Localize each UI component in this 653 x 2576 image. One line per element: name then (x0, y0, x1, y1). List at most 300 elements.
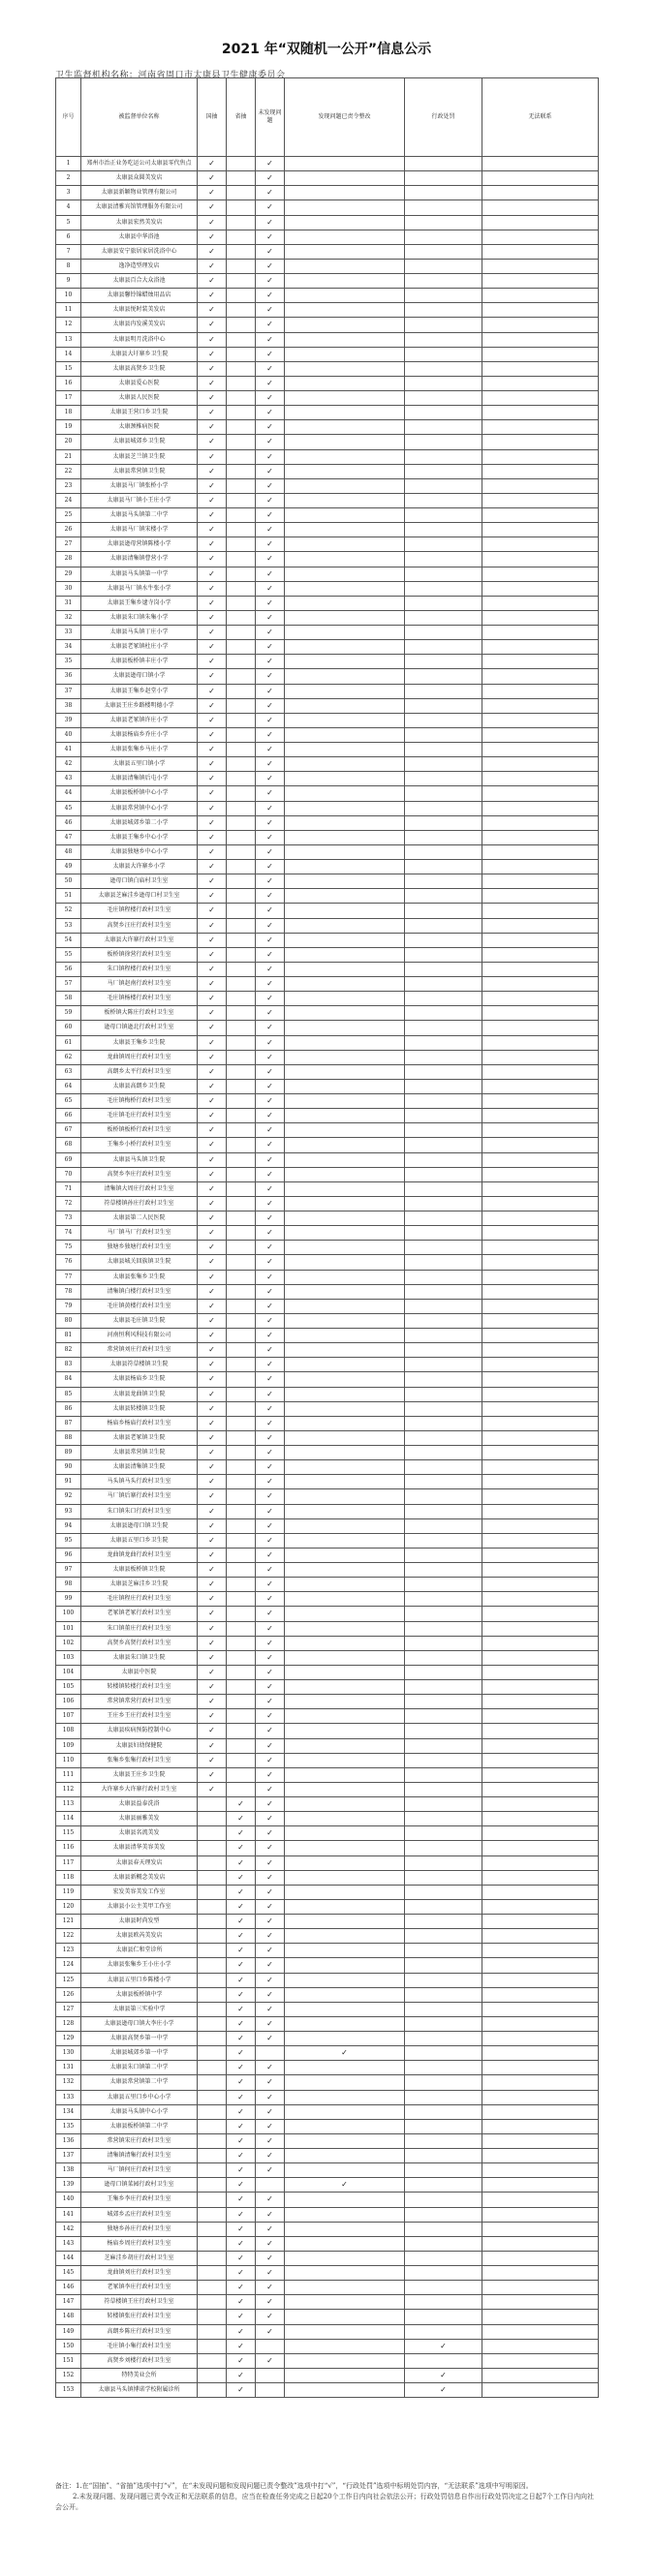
cell-g (198, 2149, 227, 2163)
cell-f (256, 230, 285, 244)
cell-s (227, 889, 256, 904)
table-row (56, 1284, 599, 1299)
cell-s (227, 2193, 256, 2207)
unit-name: 板桥镇徐营行政村卫生室 (81, 947, 198, 962)
cell-g (198, 1196, 227, 1211)
cell-g (198, 610, 227, 625)
check-mark-icon: ✓ (266, 1609, 273, 1618)
cell-f (256, 2383, 285, 2398)
check-mark-icon: ✓ (266, 1462, 273, 1472)
cell-x (482, 1313, 599, 1328)
table-row (56, 1797, 599, 1812)
cell-s (227, 1358, 256, 1372)
unit-name: 城郊乡孟庄行政村卫生室 (81, 2207, 198, 2222)
cell-r (285, 1592, 405, 1607)
cell-f (256, 801, 285, 815)
check-mark-icon: ✓ (208, 1638, 215, 1647)
cell-f (256, 1841, 285, 1855)
cell-s (227, 1841, 256, 1855)
check-mark-icon: ✓ (208, 1023, 215, 1032)
cell-g (198, 1181, 227, 1196)
cell-p (405, 2016, 482, 2031)
table-row (56, 215, 599, 230)
check-mark-icon: ✓ (266, 495, 273, 505)
table-row (56, 523, 599, 537)
cell-p (405, 655, 482, 669)
check-mark-icon: ✓ (237, 2297, 244, 2307)
cell-p (405, 1021, 482, 1035)
check-mark-icon: ✓ (266, 276, 273, 286)
cell-f (256, 610, 285, 625)
cell-s (227, 1006, 256, 1021)
cell-g (198, 977, 227, 992)
cell-x (482, 1929, 599, 1944)
check-mark-icon: ✓ (266, 261, 273, 270)
cell-p (405, 552, 482, 567)
cell-g (198, 2016, 227, 2031)
check-mark-icon: ✓ (266, 1931, 273, 1941)
cell-r (285, 1607, 405, 1621)
cell-g (198, 2368, 227, 2382)
cell-p (405, 1987, 482, 2002)
check-mark-icon: ✓ (266, 2268, 273, 2278)
unit-name: 太康县益泰洗浴 (81, 1797, 198, 1812)
row-number: 18 (56, 406, 81, 420)
check-mark-icon: ✓ (440, 2385, 447, 2395)
table-row (56, 1563, 599, 1578)
row-number: 64 (56, 1079, 81, 1093)
cell-s (227, 1929, 256, 1944)
cell-x (482, 1446, 599, 1460)
check-mark-icon: ✓ (208, 1052, 215, 1061)
row-number: 147 (56, 2295, 81, 2310)
cell-f (256, 1270, 285, 1284)
cell-x (482, 2061, 599, 2075)
row-number: 34 (56, 640, 81, 655)
unit-name: 太康县王集乡逮寺岗小学 (81, 596, 198, 610)
check-mark-icon: ✓ (208, 1315, 215, 1325)
row-number: 1 (56, 157, 81, 171)
check-mark-icon: ✓ (266, 1799, 273, 1809)
cell-x (482, 1211, 599, 1226)
check-mark-icon: ✓ (266, 671, 273, 681)
table-row (56, 478, 599, 493)
cell-p (405, 1958, 482, 1973)
check-mark-icon: ✓ (266, 2355, 273, 2365)
cell-f (256, 1504, 285, 1518)
cell-x (482, 2324, 599, 2339)
unit-name: 太康县五里口乡中心小学 (81, 2090, 198, 2104)
cell-p (405, 1387, 482, 1401)
table-row (56, 2324, 599, 2339)
cell-g (198, 1812, 227, 1826)
row-number: 85 (56, 1387, 81, 1401)
row-number: 40 (56, 727, 81, 742)
unit-name: 太康县大许寨乡小学 (81, 860, 198, 874)
check-mark-icon: ✓ (208, 920, 215, 930)
table-row (56, 2193, 599, 2207)
cell-x (482, 1372, 599, 1387)
cell-x (482, 1255, 599, 1270)
cell-g (198, 874, 227, 889)
check-mark-icon: ✓ (266, 1740, 273, 1750)
check-mark-icon: ✓ (266, 1667, 273, 1676)
cell-r (285, 889, 405, 904)
table-row (56, 626, 599, 640)
check-mark-icon: ✓ (208, 1066, 215, 1076)
cell-x (482, 1006, 599, 1021)
cell-x (482, 684, 599, 698)
cell-g (198, 318, 227, 332)
cell-g (198, 2207, 227, 2222)
table-row (56, 1270, 599, 1284)
cell-p (405, 2251, 482, 2265)
cell-x (482, 289, 599, 303)
cell-s (227, 2178, 256, 2193)
cell-r (285, 757, 405, 772)
check-mark-icon: ✓ (266, 1726, 273, 1735)
unit-name: 符草楼镇孙庄行政村卫生室 (81, 1196, 198, 1211)
table-row (56, 2163, 599, 2178)
check-mark-icon: ✓ (266, 2121, 273, 2131)
unit-name: 太康县高贤乡第一中学 (81, 2032, 198, 2046)
cell-s (227, 815, 256, 830)
cell-s (227, 289, 256, 303)
row-number: 75 (56, 1241, 81, 1255)
check-mark-icon: ✓ (266, 1345, 273, 1355)
cell-f (256, 1416, 285, 1430)
check-mark-icon: ✓ (237, 2209, 244, 2219)
check-mark-icon: ✓ (237, 2063, 244, 2072)
check-mark-icon: ✓ (237, 2355, 244, 2365)
unit-name: 太康县板桥镇中心小学 (81, 786, 198, 801)
header-none: 无法联系 (482, 78, 599, 157)
table-row (56, 743, 599, 757)
cell-r (285, 1211, 405, 1226)
table-row (56, 274, 599, 289)
check-mark-icon: ✓ (266, 554, 273, 564)
cell-p (405, 2178, 482, 2193)
unit-name: 太康县马厂镇小王庄小学 (81, 493, 198, 507)
unit-name: 太康县清华美容美发 (81, 1841, 198, 1855)
cell-s (227, 1915, 256, 1929)
table-row (56, 1680, 599, 1695)
cell-g (198, 1548, 227, 1562)
cell-p (405, 1123, 482, 1138)
cell-p (405, 904, 482, 918)
cell-p (405, 844, 482, 859)
cell-s (227, 435, 256, 449)
table-row (56, 1650, 599, 1665)
table-row (56, 1504, 599, 1518)
row-number: 138 (56, 2163, 81, 2178)
check-mark-icon: ✓ (208, 1183, 215, 1193)
table-row (56, 1358, 599, 1372)
cell-f (256, 1181, 285, 1196)
unit-name: 太康县马头镇第二中学 (81, 508, 198, 523)
cell-r (285, 215, 405, 230)
check-mark-icon: ✓ (237, 1975, 244, 1984)
cell-f (256, 1006, 285, 1021)
row-number: 128 (56, 2016, 81, 2031)
row-number: 6 (56, 230, 81, 244)
row-number: 117 (56, 1855, 81, 1870)
cell-x (482, 2178, 599, 2193)
unit-name: 马厂镇何庄行政村卫生室 (81, 2163, 198, 2178)
cell-s (227, 508, 256, 523)
unit-name: 王集乡李庄行政村卫生室 (81, 2193, 198, 2207)
check-mark-icon: ✓ (266, 920, 273, 930)
unit-name: 张集乡张集行政村卫生室 (81, 1753, 198, 1767)
cell-g (198, 992, 227, 1006)
cell-f (256, 743, 285, 757)
cell-f (256, 2251, 285, 2265)
check-mark-icon: ✓ (208, 1008, 215, 1018)
cell-p (405, 1475, 482, 1489)
cell-s (227, 1226, 256, 1241)
row-number: 10 (56, 289, 81, 303)
cell-s (227, 1870, 256, 1885)
check-mark-icon: ✓ (266, 2106, 273, 2116)
check-mark-icon: ✓ (237, 2326, 244, 2336)
cell-x (482, 743, 599, 757)
cell-g (198, 1504, 227, 1518)
cell-f (256, 1782, 285, 1796)
row-number: 126 (56, 1987, 81, 2002)
cell-p (405, 713, 482, 727)
cell-p (405, 1329, 482, 1343)
cell-r (285, 626, 405, 640)
unit-name: 太康县张集乡卫生院 (81, 1270, 198, 1284)
cell-p (405, 743, 482, 757)
unit-name: 太康县清集镇曹营小学 (81, 552, 198, 567)
cell-r (285, 1430, 405, 1445)
table-row (56, 1753, 599, 1767)
table-row (56, 376, 599, 390)
cell-s (227, 1504, 256, 1518)
cell-p (405, 889, 482, 904)
cell-r (285, 933, 405, 947)
check-mark-icon: ✓ (208, 1432, 215, 1442)
cell-p (405, 420, 482, 435)
row-number: 98 (56, 1578, 81, 1592)
row-number: 62 (56, 1050, 81, 1064)
check-mark-icon: ✓ (266, 2165, 273, 2175)
check-mark-icon: ✓ (208, 1403, 215, 1413)
cell-r (285, 1695, 405, 1709)
check-mark-icon: ✓ (208, 1389, 215, 1398)
row-number: 4 (56, 200, 81, 215)
check-mark-icon: ✓ (237, 2312, 244, 2321)
cell-p (405, 1767, 482, 1782)
check-mark-icon: ✓ (266, 1594, 273, 1604)
cell-r (285, 1973, 405, 1987)
cell-x (482, 1724, 599, 1738)
table-row (56, 2383, 599, 2398)
cell-s (227, 1270, 256, 1284)
cell-r (285, 1767, 405, 1782)
check-mark-icon: ✓ (208, 1506, 215, 1516)
cell-g (198, 1329, 227, 1343)
cell-x (482, 1401, 599, 1416)
table-row (56, 2133, 599, 2148)
cell-g (198, 2222, 227, 2236)
unit-name: 太康县城郊乡第二小学 (81, 815, 198, 830)
check-mark-icon: ✓ (208, 876, 215, 886)
check-mark-icon: ✓ (208, 832, 215, 842)
cell-s (227, 581, 256, 596)
table-row (56, 303, 599, 318)
cell-f (256, 1944, 285, 1958)
cell-s (227, 1621, 256, 1636)
cell-x (482, 904, 599, 918)
row-number: 114 (56, 1812, 81, 1826)
cell-x (482, 1270, 599, 1284)
cell-f (256, 2324, 285, 2339)
cell-x (482, 713, 599, 727)
cell-p (405, 698, 482, 713)
unit-name: 太康县王庄乡路楼明德小学 (81, 698, 198, 713)
cell-s (227, 259, 256, 273)
cell-s (227, 1665, 256, 1679)
table-row (56, 2295, 599, 2310)
cell-p (405, 1797, 482, 1812)
cell-s (227, 1709, 256, 1724)
unit-name: 毛庄镇黄楼行政村卫生室 (81, 1299, 198, 1313)
cell-p (405, 2222, 482, 2236)
check-mark-icon: ✓ (237, 1946, 244, 1955)
cell-r (285, 1196, 405, 1211)
cell-f (256, 1533, 285, 1548)
cell-f (256, 2016, 285, 2031)
table-row (56, 420, 599, 435)
table-row (56, 1607, 599, 1621)
cell-g (198, 2075, 227, 2090)
unit-name: 大许寨乡大许寨行政村卫生室 (81, 1782, 198, 1796)
check-mark-icon: ✓ (266, 1257, 273, 1267)
cell-g (198, 830, 227, 844)
cell-r (285, 2207, 405, 2222)
check-mark-icon: ✓ (208, 276, 215, 286)
check-mark-icon: ✓ (266, 378, 273, 387)
cell-f (256, 1050, 285, 1064)
unit-name: 太康县王集乡卫生院 (81, 1035, 198, 1050)
cell-x (482, 2353, 599, 2368)
cell-r (285, 1855, 405, 1870)
cell-r (285, 1870, 405, 1885)
cell-f (256, 303, 285, 318)
cell-s (227, 1724, 256, 1738)
cell-p (405, 977, 482, 992)
cell-r (285, 2075, 405, 2090)
check-mark-icon: ✓ (266, 1389, 273, 1398)
cell-g (198, 2193, 227, 2207)
cell-p (405, 918, 482, 933)
check-mark-icon: ✓ (208, 1169, 215, 1179)
cell-f (256, 830, 285, 844)
cell-x (482, 2368, 599, 2382)
table-row (56, 918, 599, 933)
check-mark-icon: ✓ (266, 202, 273, 212)
cell-g (198, 2090, 227, 2104)
cell-r (285, 464, 405, 478)
table-row (56, 2251, 599, 2265)
cell-r (285, 1299, 405, 1313)
cell-f (256, 1109, 285, 1123)
unit-name: 太康县常营镇卫生院 (81, 1446, 198, 1460)
cell-p (405, 493, 482, 507)
cell-s (227, 567, 256, 581)
cell-p (405, 1372, 482, 1387)
cell-s (227, 2310, 256, 2324)
unit-name: 太康县朱口镇卫生院 (81, 1650, 198, 1665)
cell-s (227, 171, 256, 186)
cell-g (198, 1123, 227, 1138)
cell-x (482, 1533, 599, 1548)
cell-s (227, 757, 256, 772)
cell-x (482, 947, 599, 962)
cell-r (285, 743, 405, 757)
cell-f (256, 1035, 285, 1050)
cell-r (285, 1636, 405, 1650)
cell-p (405, 508, 482, 523)
cell-r (285, 2383, 405, 2398)
cell-g (198, 567, 227, 581)
cell-g (198, 713, 227, 727)
cell-g (198, 303, 227, 318)
cell-r (285, 786, 405, 801)
cell-s (227, 1944, 256, 1958)
cell-p (405, 1812, 482, 1826)
row-number: 104 (56, 1665, 81, 1679)
cell-f (256, 1094, 285, 1109)
row-number: 60 (56, 1021, 81, 1035)
check-mark-icon: ✓ (266, 994, 273, 1003)
cell-f (256, 1299, 285, 1313)
unit-name: 太康县清雅宾馆管理服务有限公司 (81, 200, 198, 215)
cell-r (285, 2251, 405, 2265)
unit-name: 太康县马头镇卫生院 (81, 1152, 198, 1167)
row-number: 22 (56, 464, 81, 478)
table-row (56, 2236, 599, 2251)
unit-name: 毛庄镇梅桥行政村卫生室 (81, 1094, 198, 1109)
cell-p (405, 186, 482, 200)
cell-x (482, 508, 599, 523)
check-mark-icon: ✓ (341, 2048, 348, 2058)
cell-r (285, 347, 405, 361)
check-mark-icon: ✓ (266, 2018, 273, 2028)
row-number: 46 (56, 815, 81, 830)
check-mark-icon: ✓ (266, 1784, 273, 1794)
cell-x (482, 2222, 599, 2236)
table-row (56, 2281, 599, 2295)
cell-g (198, 581, 227, 596)
cell-r (285, 2149, 405, 2163)
cell-s (227, 552, 256, 567)
cell-r (285, 1226, 405, 1241)
cell-r (285, 2104, 405, 2119)
cell-x (482, 1592, 599, 1607)
cell-p (405, 815, 482, 830)
table-row (56, 1709, 599, 1724)
cell-x (482, 1430, 599, 1445)
row-number: 11 (56, 303, 81, 318)
table-row (56, 1387, 599, 1401)
check-mark-icon: ✓ (208, 363, 215, 373)
row-number: 121 (56, 1915, 81, 1929)
cell-x (482, 1621, 599, 1636)
cell-x (482, 1196, 599, 1211)
